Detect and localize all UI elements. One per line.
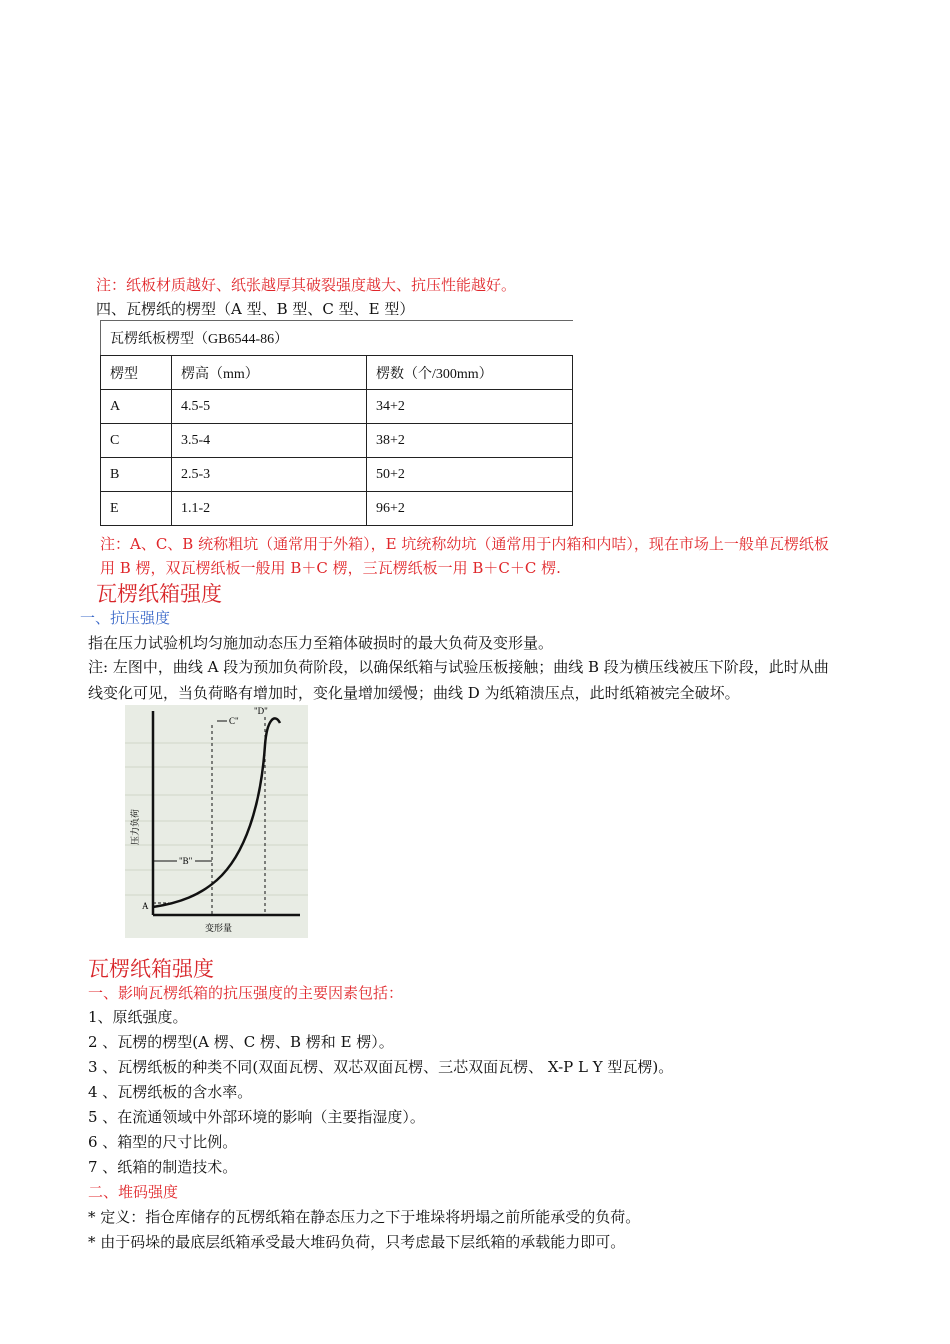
y-axis-label: 压力负荷 [131,808,141,845]
cell-count: 96+2 [367,492,573,526]
factor-item: 1、原纸强度。 [88,1008,188,1026]
table-header-row [101,356,573,390]
table-row [101,390,573,424]
cell-count: 38+2 [367,424,573,458]
table-caption-row [101,321,573,356]
cell-count: 34+2 [367,390,573,424]
cell-height: 2.5-3 [172,458,367,492]
cell-type: E [101,492,172,526]
x-axis-label: 变形量 [205,924,233,934]
factor-item: 4 、瓦楞纸板的含水率。 [88,1083,253,1101]
load-deformation-curve [125,705,308,938]
curve-explanation-line2: 线变化可见，当负荷略有增加时，变化量增加缓慢；曲线 D 为纸箱溃压点，此时纸箱被完全破坏。 [88,684,740,702]
factor-item: 7 、纸箱的制造技术。 [88,1158,238,1176]
stacking-definition: * 定义：指仓库储存的瓦楞纸箱在静态压力之下于堆垛将坍塌之前所能承受的负荷。 [88,1208,641,1226]
section-heading-strength-2: 瓦楞纸箱强度 [88,957,214,981]
header-flute-count: 楞数（个/300mm） [367,356,573,390]
label-a: A [142,901,149,911]
cell-type: A [101,390,172,424]
header-flute-type: 楞型 [101,356,172,390]
subheading-stacking: 二、堆码强度 [88,1183,179,1201]
table-row [101,458,573,492]
cell-type: B [101,458,172,492]
table-row [101,492,573,526]
stacking-note: * 由于码垛的最底层纸箱承受最大堆码负荷，只考虑最下层纸箱的承载能力即可。 [88,1233,626,1251]
cell-count: 50+2 [367,458,573,492]
header-flute-height: 楞高（mm） [172,356,367,390]
factor-item: 3 、瓦楞纸板的种类不同(双面瓦楞、双芯双面瓦楞、三芯双面瓦楞、 X-P L Y 型瓦楞)。 [88,1058,674,1076]
subheading-compression: 一、抗压强度 [80,609,171,627]
cell-height: 3.5-4 [172,424,367,458]
compression-definition: 指在压力试验机均匀施加动态压力至箱体破损时的最大负荷及变形量。 [88,634,554,652]
factor-item: 6 、箱型的尺寸比例。 [88,1133,238,1151]
section-flute-types-title: 四、瓦楞纸的楞型（A 型、B 型、C 型、E 型） [96,300,415,318]
cell-type: C [101,424,172,458]
load-deformation-figure [125,705,308,938]
subheading-factors: 一、影响瓦楞纸箱的抗压强度的主要因素包括： [88,984,404,1002]
note-flute-usage-line2: 用 B 楞，双瓦楞纸板一般用 B＋C 楞，三瓦楞纸板一用 B＋C＋C 楞. [100,559,561,577]
cell-height: 1.1-2 [172,492,367,526]
cell-height: 4.5-5 [172,390,367,424]
section-heading-strength: 瓦楞纸箱强度 [96,582,222,606]
table-row [101,424,573,458]
factor-item: 5 、在流通领域中外部环境的影响（主要指湿度）。 [88,1108,425,1126]
load-curve [153,718,280,907]
note-material: 注：纸板材质越好、纸张越厚其破裂强度越大、抗压性能越好。 [96,276,517,294]
label-b: "B" [179,856,193,866]
curve-explanation-line1: 注: 左图中，曲线 A 段为预加负荷阶段，以确保纸箱与试验压板接触；曲线 B 段为横压线被压下阶段，此时从曲 [88,658,829,676]
factor-item: 2 、瓦楞的楞型(A 楞、C 楞、B 楞和 E 楞）。 [88,1033,394,1051]
note-flute-usage-line1: 注：A、C、B 统称粗坑（通常用于外箱），E 坑统称幼坑（通常用于内箱和内咭），现在市场上一般单瓦楞纸板 [100,535,829,553]
label-d: "D" [254,706,268,716]
flute-spec-table [100,320,573,526]
label-c: C" [229,716,239,726]
table-caption: 瓦楞纸板楞型（GB6544-86） [101,321,573,356]
